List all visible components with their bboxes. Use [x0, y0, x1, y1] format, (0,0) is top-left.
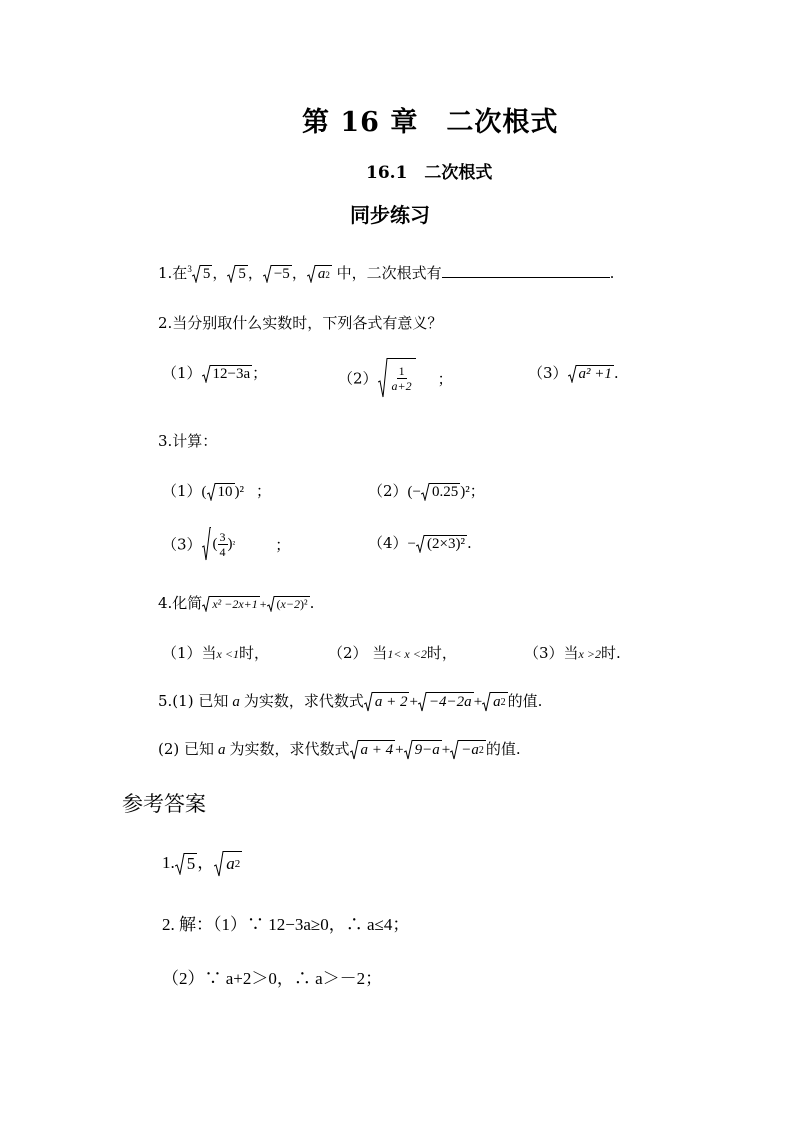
question-3: 3.计算： — [158, 432, 218, 450]
q1-radical-4: a 2 — [307, 265, 332, 283]
chapter-title: 第 16 章 二次根式 — [302, 107, 559, 138]
q4-case-2: （2） 当1< x <2时， — [328, 644, 457, 662]
q5-1-radical-1: a + 2 — [364, 692, 410, 712]
answers-heading: 参考答案 — [122, 792, 206, 816]
q4-case-1: （1）当x <1时， — [162, 644, 269, 662]
q3-part-1: （1）( 10 )² ； — [162, 482, 272, 500]
answer-2-line-2: （2）∵ a+2＞0，∴ a＞－2； — [162, 969, 383, 988]
question-5-part-1: 5.(1) 已知 a 为实数，求代数式 a + 2 + −4−2a + a 2 的值. — [158, 692, 543, 710]
answer-blank[interactable] — [442, 263, 610, 278]
q3-radical-4: ( 2×3 ) ² — [416, 535, 467, 553]
q4-case-3: （3）当x >2时. — [524, 644, 621, 662]
q2-part-3: （3） a² +1 . — [528, 364, 619, 382]
q4-radical-1: x² −2x+1 — [202, 596, 259, 612]
q1-root-index: 3 — [187, 264, 192, 274]
section-title: 16.1 二次根式 — [366, 163, 493, 183]
q3-part-4: （4）− ( 2×3 ) ² . — [368, 534, 472, 552]
q1-radical-2: 5 — [227, 265, 248, 283]
q5-2-radical-1: a + 4 — [350, 740, 396, 760]
q1-radical-3: −5 — [263, 265, 292, 283]
q3-radical-3: ( $\frac{3}{4}$ ) ² — [202, 527, 238, 561]
q2-part-2: （2） $\frac{1}{a+2}$ ； — [338, 358, 453, 398]
answer-1: 1. 5 ， a 2 — [162, 848, 242, 877]
question-1: 1.在$^3$ 5 ， 5 ， −5 ， a 2 中，二次根式有 . — [158, 264, 615, 282]
q2-part-1: （1） 12−3a ； — [162, 364, 268, 382]
q1-radical-1: 5 — [192, 265, 213, 283]
q5-2-radical-3: −a 2 — [450, 740, 486, 760]
q3-radical-1: 10 — [207, 483, 235, 501]
q5-1-radical-3: a 2 — [482, 692, 508, 712]
question-2: 2.当分别取什么实数时，下列各式有意义？ — [158, 314, 443, 332]
q3-radical-2: 0.25 — [421, 483, 460, 501]
q4-radical-2: ( x−2 ) ² — [267, 596, 310, 612]
q5-2-radical-2: 9−a — [404, 740, 442, 760]
answer-2-line-1: 2. 解：（1）∵ 12−3a≥0，∴ a≤4； — [162, 915, 410, 934]
q2-radical-2: $\frac{1}{a+2}$ — [378, 358, 416, 398]
q5-1-radical-2: −4−2a — [418, 692, 474, 712]
question-5-part-2: (2) 已知 a 为实数，求代数式 a + 4 + 9−a + −a 2 的值. — [158, 740, 521, 758]
q2-radical-3: a² +1 — [568, 365, 614, 383]
a1-radical-1: 5 — [175, 853, 198, 875]
q3-part-3: （3） ( $\frac{3}{4}$ ) ² ； — [162, 527, 290, 561]
practice-heading: 同步练习 — [350, 203, 430, 227]
q2-radical-1: 12−3a — [202, 365, 253, 383]
q3-part-2: （2）(− 0.25 )²； — [368, 482, 485, 500]
question-4: 4.化简 x² −2x+1 + ( x−2 ) ² . — [158, 594, 315, 612]
q1-prefix: 1.在 — [158, 264, 188, 282]
a1-radical-2: a 2 — [214, 851, 242, 877]
